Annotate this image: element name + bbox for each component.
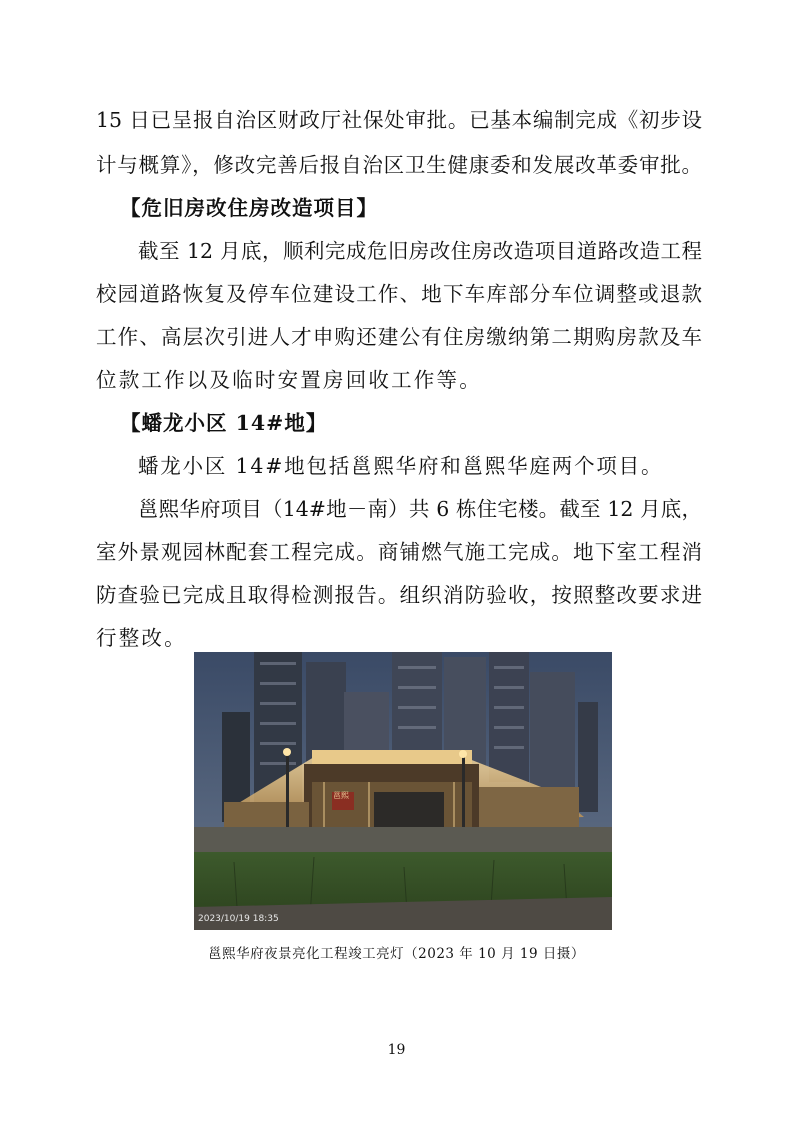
photo-illustration [194, 652, 612, 930]
paragraph-line: 15 日已呈报自治区财政厅社保处审批。已基本编制完成《初步设 [96, 108, 702, 132]
paragraph-line: 位款工作以及临时安置房回收工作等。 [96, 368, 482, 392]
paragraph-line: 蟠龙小区 14#地包括邕熙华府和邕熙华庭两个项目。 [138, 454, 664, 478]
shop-sign: 邕熙 [333, 791, 349, 800]
page-number: 19 [387, 1042, 406, 1058]
paragraph-line: 行整改。 [96, 626, 187, 650]
paragraph-line: 校园道路恢复及停车位建设工作、地下车库部分车位调整或退款 [96, 282, 702, 306]
photo-timestamp: 2023/10/19 18:35 [198, 914, 279, 924]
photo-caption: 邕熙华府夜景亮化工程竣工亮灯（2023 年 10 月 19 日摄） [208, 946, 585, 962]
paragraph-line: 计与概算》，修改完善后报自治区卫生健康委和发展改革委审批。 [96, 153, 702, 177]
section-heading-panlong: 【蟠龙小区 14#地】 [120, 411, 328, 435]
paragraph-line: 室外景观园林配套工程完成。商铺燃气施工完成。地下室工程消 [96, 540, 702, 564]
paragraph-line: 截至 12 月底，顺利完成危旧房改住房改造项目道路改造工程 [138, 239, 702, 263]
paragraph-line: 邕熙华府项目（14#地－南）共 6 栋住宅楼。截至 12 月底， [138, 497, 702, 521]
paragraph-line: 工作、高层次引进人才申购还建公有住房缴纳第二期购房款及车 [96, 325, 702, 349]
section-heading-renovation: 【危旧房改住房改造项目】 [120, 196, 378, 220]
paragraph-line: 防查验已完成且取得检测报告。组织消防验收，按照整改要求进 [96, 583, 702, 607]
night-lighting-photo [194, 652, 612, 930]
